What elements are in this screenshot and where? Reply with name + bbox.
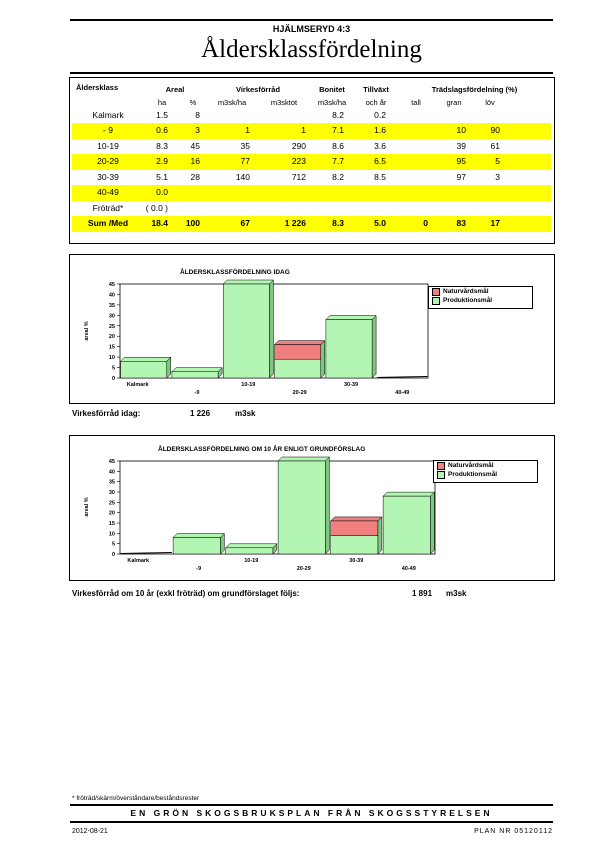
chart-today <box>70 255 552 401</box>
bar-production <box>172 372 218 378</box>
col-bonitet-header: Bonitet <box>319 85 345 95</box>
table-row <box>72 123 551 139</box>
cell-ha: 0.0 <box>144 185 180 201</box>
y-tick-label: 15 <box>108 521 115 527</box>
bar-production <box>223 284 269 378</box>
cell-gran <box>434 201 474 217</box>
x-tick-label: 40-49 <box>401 566 416 572</box>
chart-today-legend <box>428 286 533 309</box>
bar-top <box>275 341 325 345</box>
cell-tall <box>398 185 434 201</box>
cell-ha: 8.3 <box>156 140 168 151</box>
cell-pct: 8 <box>195 109 200 120</box>
footer-top-rule <box>70 804 553 806</box>
unit-tillvaxt: och år <box>365 98 387 107</box>
cell-klass: 20-29 <box>72 154 144 170</box>
y-tick-label: 0 <box>111 552 115 558</box>
cell-gran: 39 <box>456 140 466 151</box>
y-tick-label: 10 <box>108 531 115 538</box>
cell-m3ha: 1 <box>206 123 258 139</box>
legend-item-production-2 <box>434 470 537 479</box>
cell-klass: 10-19 <box>97 140 119 151</box>
cell-m3ha <box>206 201 258 217</box>
y-tick-label: 25 <box>108 500 115 507</box>
cell-bon: 7.7 <box>310 154 354 170</box>
stock-today-label: Virkesförråd idag: <box>72 409 141 418</box>
cell-m3ha: 67 <box>206 216 258 232</box>
cell-lov: 17 <box>474 216 506 232</box>
cell-ha: 5.1 <box>156 171 168 182</box>
bar-production <box>326 320 372 378</box>
cell-till: 5.0 <box>354 216 398 232</box>
property-name: HJÄLMSERYD 4:3 <box>272 24 351 34</box>
x-tick-label: 20-29 <box>292 390 307 396</box>
unit-gran: gran <box>446 98 462 107</box>
bar-top <box>383 492 434 496</box>
col-ageclass-header: Åldersklass <box>76 83 119 92</box>
cell-bon: 8.2 <box>332 171 344 182</box>
cell-lov <box>474 201 506 217</box>
table-units-row <box>72 98 551 108</box>
table-row <box>72 108 551 124</box>
bar-top <box>173 533 224 537</box>
cell-m3tot: 290 <box>291 140 306 151</box>
chart-title: ÅLDERSKLASSFÖRDELNING OM 10 ÅR ENLIGT GRUNDFÖRSLAG <box>158 446 366 453</box>
y-tick-label: 10 <box>108 355 115 362</box>
page-title: Åldersklassfördelning <box>201 36 422 63</box>
bar-production <box>278 461 325 554</box>
cell-m3tot: 223 <box>258 154 310 170</box>
footer-title: EN GRÖN SKOGSBRUKSPLAN FRÅN SKOGSSTYRELSEN <box>130 808 493 818</box>
legend-item-nature-2 <box>434 461 537 470</box>
y-tick-label: 35 <box>108 479 115 486</box>
y-tick-label: 5 <box>111 541 115 548</box>
table-row <box>72 139 551 155</box>
unit-ha: ha <box>157 98 167 107</box>
cell-pct <box>180 185 206 201</box>
cell-tall <box>398 108 434 124</box>
cell-m3tot: 1 <box>258 123 310 139</box>
cell-ha: 18.4 <box>144 216 180 232</box>
footer-plan-number: PLAN NR 05120112 <box>474 828 553 835</box>
col-trad-header: Trädslagsfördelning (%) <box>431 85 518 95</box>
y-tick-label: 5 <box>111 365 115 372</box>
cell-m3ha <box>206 185 258 201</box>
cell-klass: Kalmark <box>92 109 124 120</box>
unit-pct: % <box>189 98 197 107</box>
cell-ha: 0.6 <box>144 123 180 139</box>
col-areal-header: Areal <box>165 85 185 95</box>
legend-swatch-nature-2 <box>437 462 445 470</box>
header-bottom-rule <box>70 72 553 74</box>
legend-label-production-2: Produktionsmål <box>448 471 498 478</box>
bar-production <box>226 548 273 554</box>
table-header-row <box>72 82 551 98</box>
y-tick-label: 25 <box>108 323 115 330</box>
stock-future-label: Virkesförråd om 10 år (exkl fröträd) om grundförslaget följs: <box>72 589 300 598</box>
cell-ha: 1.5 <box>156 109 168 120</box>
cell-till: 1.6 <box>354 123 398 139</box>
y-axis-label: areal % <box>84 321 90 341</box>
bar-side <box>269 280 273 378</box>
footer-bottom-rule <box>70 821 553 823</box>
cell-gran: 10 <box>434 123 474 139</box>
cell-bon: 8.2 <box>332 109 344 120</box>
bar-production <box>173 537 220 554</box>
stock-future-value: 1 891 <box>412 589 433 598</box>
col-virke-header: Virkesförråd <box>235 85 281 95</box>
cell-pct: 16 <box>180 154 206 170</box>
x-tick-label: 40-49 <box>395 390 410 396</box>
legend-swatch-nature <box>432 288 440 296</box>
cell-m3ha: 140 <box>235 171 250 182</box>
unit-tall: tall <box>411 98 421 107</box>
chart-future-legend <box>433 460 538 483</box>
legend-swatch-production-2 <box>437 471 445 479</box>
cell-klass: Sum /Med <box>72 216 144 232</box>
chart-title: ÅLDERSKLASSFÖRDELNING IDAG <box>180 269 290 276</box>
y-tick-label: 45 <box>108 282 115 288</box>
stock-future-unit: m3sk <box>446 589 467 598</box>
x-tick-label: Kalmark <box>126 382 149 388</box>
bar-side <box>430 492 434 554</box>
cell-lov: 3 <box>495 171 500 182</box>
table-body <box>72 108 551 232</box>
cell-tall <box>398 123 434 139</box>
cell-till: 0.2 <box>374 109 386 120</box>
bar-top <box>223 280 273 284</box>
bar-side <box>325 457 329 554</box>
cell-ha: ( 0.0 ) <box>145 202 168 213</box>
cell-till <box>354 185 398 201</box>
unit-m3sktot: m3sktot <box>270 98 298 107</box>
cell-pct <box>180 201 206 217</box>
x-tick-label: 20-29 <box>296 566 311 572</box>
bar-top <box>331 517 382 521</box>
table-sum-row <box>72 216 551 232</box>
legend-label-nature: Naturvårdsmål <box>443 288 489 295</box>
unit-m3skha: m3sk/ha <box>217 98 247 107</box>
cell-gran <box>434 185 474 201</box>
y-tick-label: 30 <box>108 490 115 496</box>
cell-m3tot <box>258 108 310 124</box>
unit-lov: löv <box>485 98 495 107</box>
legend-swatch-production <box>432 297 440 305</box>
bar-production <box>331 535 378 554</box>
x-tick-label: 10-19 <box>244 558 259 564</box>
bar-top <box>326 316 376 320</box>
y-tick-label: 20 <box>108 510 115 517</box>
age-class-table <box>72 82 551 232</box>
cell-lov: 5 <box>474 154 506 170</box>
cell-bon <box>310 201 354 217</box>
cell-till <box>354 201 398 217</box>
y-tick-label: 40 <box>108 469 115 476</box>
cell-m3tot: 712 <box>291 171 306 182</box>
cell-tall <box>398 154 434 170</box>
bar-production <box>121 361 167 378</box>
y-tick-label: 35 <box>108 302 115 309</box>
x-tick-label: 30-39 <box>343 382 359 388</box>
x-tick-label: 10-19 <box>241 382 256 388</box>
cell-m3tot <box>258 185 310 201</box>
table-row <box>72 201 551 217</box>
cell-lov <box>474 185 506 201</box>
cell-lov <box>474 108 506 124</box>
cell-tall <box>398 139 434 155</box>
legend-label-nature-2: Naturvårdsmål <box>448 462 494 469</box>
y-tick-label: 40 <box>108 292 115 299</box>
legend-label-production: Produktionsmål <box>443 297 493 304</box>
cell-m3tot: 1 226 <box>258 216 310 232</box>
legend-item-production <box>429 296 532 305</box>
x-tick-label: -9 <box>196 566 202 572</box>
cell-pct: 3 <box>180 123 206 139</box>
bar-top <box>226 544 277 548</box>
bar-production <box>275 359 321 378</box>
bar-side <box>372 316 376 378</box>
y-tick-label: 0 <box>111 376 115 382</box>
cell-m3ha <box>206 108 258 124</box>
cell-pct: 100 <box>180 216 206 232</box>
cell-klass: 40-49 <box>72 185 144 201</box>
x-tick-label: 30-39 <box>349 558 364 564</box>
bar-production <box>383 496 430 554</box>
table-row <box>72 185 551 201</box>
bar-top <box>121 357 171 361</box>
cell-klass: 30-39 <box>97 171 119 182</box>
bar-nature <box>331 521 378 535</box>
cell-gran: 95 <box>434 154 474 170</box>
cell-lov: 90 <box>474 123 506 139</box>
y-tick-label: 20 <box>108 334 115 341</box>
y-axis-label: areal % <box>84 497 90 517</box>
footer-date: 2012-08-21 <box>72 828 108 835</box>
cell-gran: 97 <box>456 171 466 182</box>
table-row <box>72 170 551 186</box>
cell-lov: 61 <box>490 140 500 151</box>
cell-till: 6.5 <box>354 154 398 170</box>
unit-bonitet: m3sk/ha <box>317 98 347 107</box>
cell-m3tot <box>258 201 310 217</box>
bar-side <box>378 517 382 554</box>
bar-side <box>321 341 325 378</box>
cell-tall: 0 <box>398 216 434 232</box>
bar-top <box>278 457 329 461</box>
footnote: * fröträd/skärm/överståndare/beståndsrester <box>72 795 200 802</box>
y-tick-label: 45 <box>108 459 115 465</box>
x-tick-label: -9 <box>194 390 200 396</box>
stock-today-value: 1 226 <box>190 409 211 418</box>
cell-bon: 7.1 <box>310 123 354 139</box>
cell-tall <box>398 170 434 186</box>
cell-klass: Fröträd* <box>92 202 124 213</box>
cell-m3ha: 35 <box>240 140 250 151</box>
cell-klass: - 9 <box>72 123 144 139</box>
cell-bon <box>310 185 354 201</box>
cell-m3ha: 77 <box>206 154 258 170</box>
cell-ha: 2.9 <box>144 154 180 170</box>
header-top-rule <box>70 19 553 21</box>
bar-top <box>172 368 222 372</box>
cell-till: 8.5 <box>374 171 386 182</box>
legend-item-nature <box>429 287 532 296</box>
table-row <box>72 154 551 170</box>
cell-pct: 45 <box>190 140 200 151</box>
y-tick-label: 30 <box>108 313 115 320</box>
cell-till: 3.6 <box>374 140 386 151</box>
cell-bon: 8.3 <box>310 216 354 232</box>
col-tillvaxt-header: Tillväxt <box>363 85 389 95</box>
bar-nature <box>275 345 321 360</box>
cell-tall <box>398 201 434 217</box>
chart-future <box>70 436 552 578</box>
stock-today-unit: m3sk <box>235 409 256 418</box>
cell-gran: 83 <box>434 216 474 232</box>
cell-bon: 8.6 <box>332 140 344 151</box>
cell-gran <box>434 108 474 124</box>
x-tick-label: Kalmark <box>127 558 150 564</box>
y-tick-label: 15 <box>108 344 115 351</box>
cell-pct: 28 <box>190 171 200 182</box>
